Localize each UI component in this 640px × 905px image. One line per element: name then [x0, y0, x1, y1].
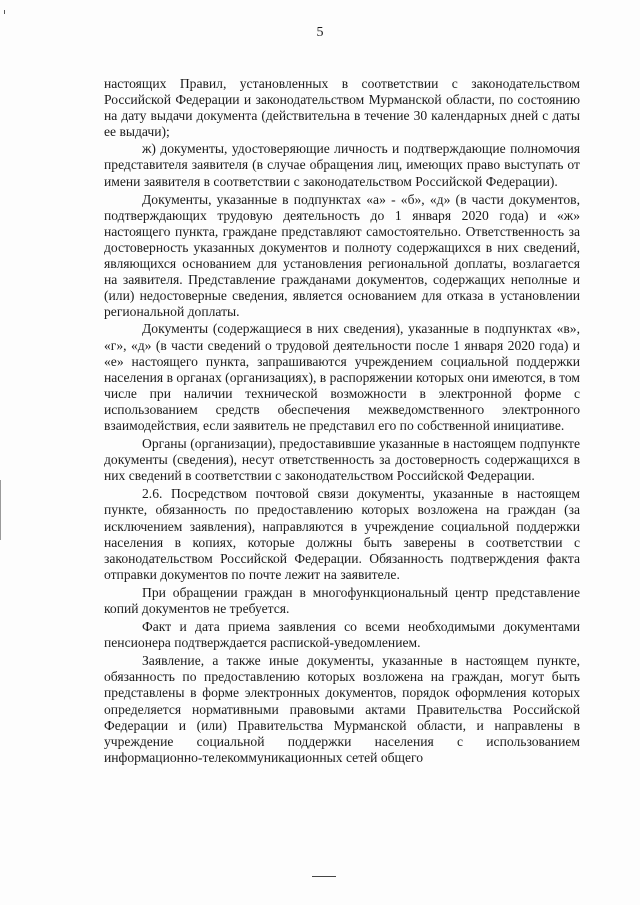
paragraph-receipt: Факт и дата приема заявления со всеми необходимыми документами пенсионера подтверждается распиской-уведомлением.: [104, 619, 580, 651]
paragraph-organizations: Органы (организации), предоставившие указанные в настоящем подпункте документы (сведения), несут ответственность за достоверность содержащихся в них сведений в соответствии с законодательством Российской Федерации.: [104, 436, 580, 484]
document-body: [104, 76, 580, 767]
paragraph-electronic: Заявление, а также иные документы, указанные в настоящем пункте, обязанность по предоставлению которых возложена на граждан, могут быть представлены в форме электронных документов, порядок оформления которых определяется нормативными правовыми актами Правительства Российской Федерации и (или) Правительства Мурманской области, и направлены в учреждение социальной поддержки населения с использованием информационно-телекоммуникационных сетей общего: [104, 653, 580, 765]
paragraph-documents-self: Документы, указанные в подпунктах «а» - «б», «д» (в части документов, подтверждающих трудовую деятельность до 1 января 2020 года) и «ж» настоящего пункта, граждане представляют самостоятельно. Ответственность за достоверность указанных документов и полноту содержащихся в них сведений, являющихся основанием для установления региональной доплаты, возлагается на заявителя. Представление гражданами документов, содержащих неполные и (или) недостоверные сведения, является основанием для отказа в установлении региональной доплаты.: [104, 191, 580, 320]
paragraph-2-6: 2.6. Посредством почтовой связи документы, указанные в настоящем пункте, обязанность по предоставлению которых возложена на граждан (за исключением заявления), направляются в учреждение социальной поддержки населения в копиях, которые должны быть заверены в соответствии с законодательством Российской Федерации. Обязанность подтверждения факта отправки документов по почте лежит на заявителе.: [104, 486, 580, 582]
paragraph-documents-requested: Документы (содержащиеся в них сведения), указанные в подпунктах «в», «г», «д» (в части сведений о трудовой деятельности после 1 января 2020 года) и «е» настоящего пункта, запрашиваются учреждением социальной поддержки населения в органах (организациях), в распоряжении которых они имеются, в том числе при наличии технической возможности в электронной форме с использованием средств обеспечения межведомственного электронного взаимодействия, если заявитель не представил его по собственной инициативе.: [104, 321, 580, 433]
paragraph-continuation: настоящих Правил, установленных в соответствии с законодательством Российской Федерации и законодательством Мурманской области, по состоянию на дату выдачи документа (действительна в течение 30 календарных дней с даты ее выдачи);: [104, 76, 580, 140]
page-number: 5: [316, 25, 324, 40]
footer-rule: [312, 876, 336, 877]
scan-edge-mark: [0, 480, 1, 540]
paragraph-item-zh: ж) документы, удостоверяющие личность и подтверждающие полномочия представителя заявителя (в случае обращения лиц, имеющих право выступать от имени заявителя в соответствии с законодательством Российской Федерации).: [104, 141, 580, 189]
paragraph-mfc: При обращении граждан в многофункциональный центр представление копий документов не требуется.: [104, 584, 580, 616]
scan-artifact: [4, 10, 5, 14]
